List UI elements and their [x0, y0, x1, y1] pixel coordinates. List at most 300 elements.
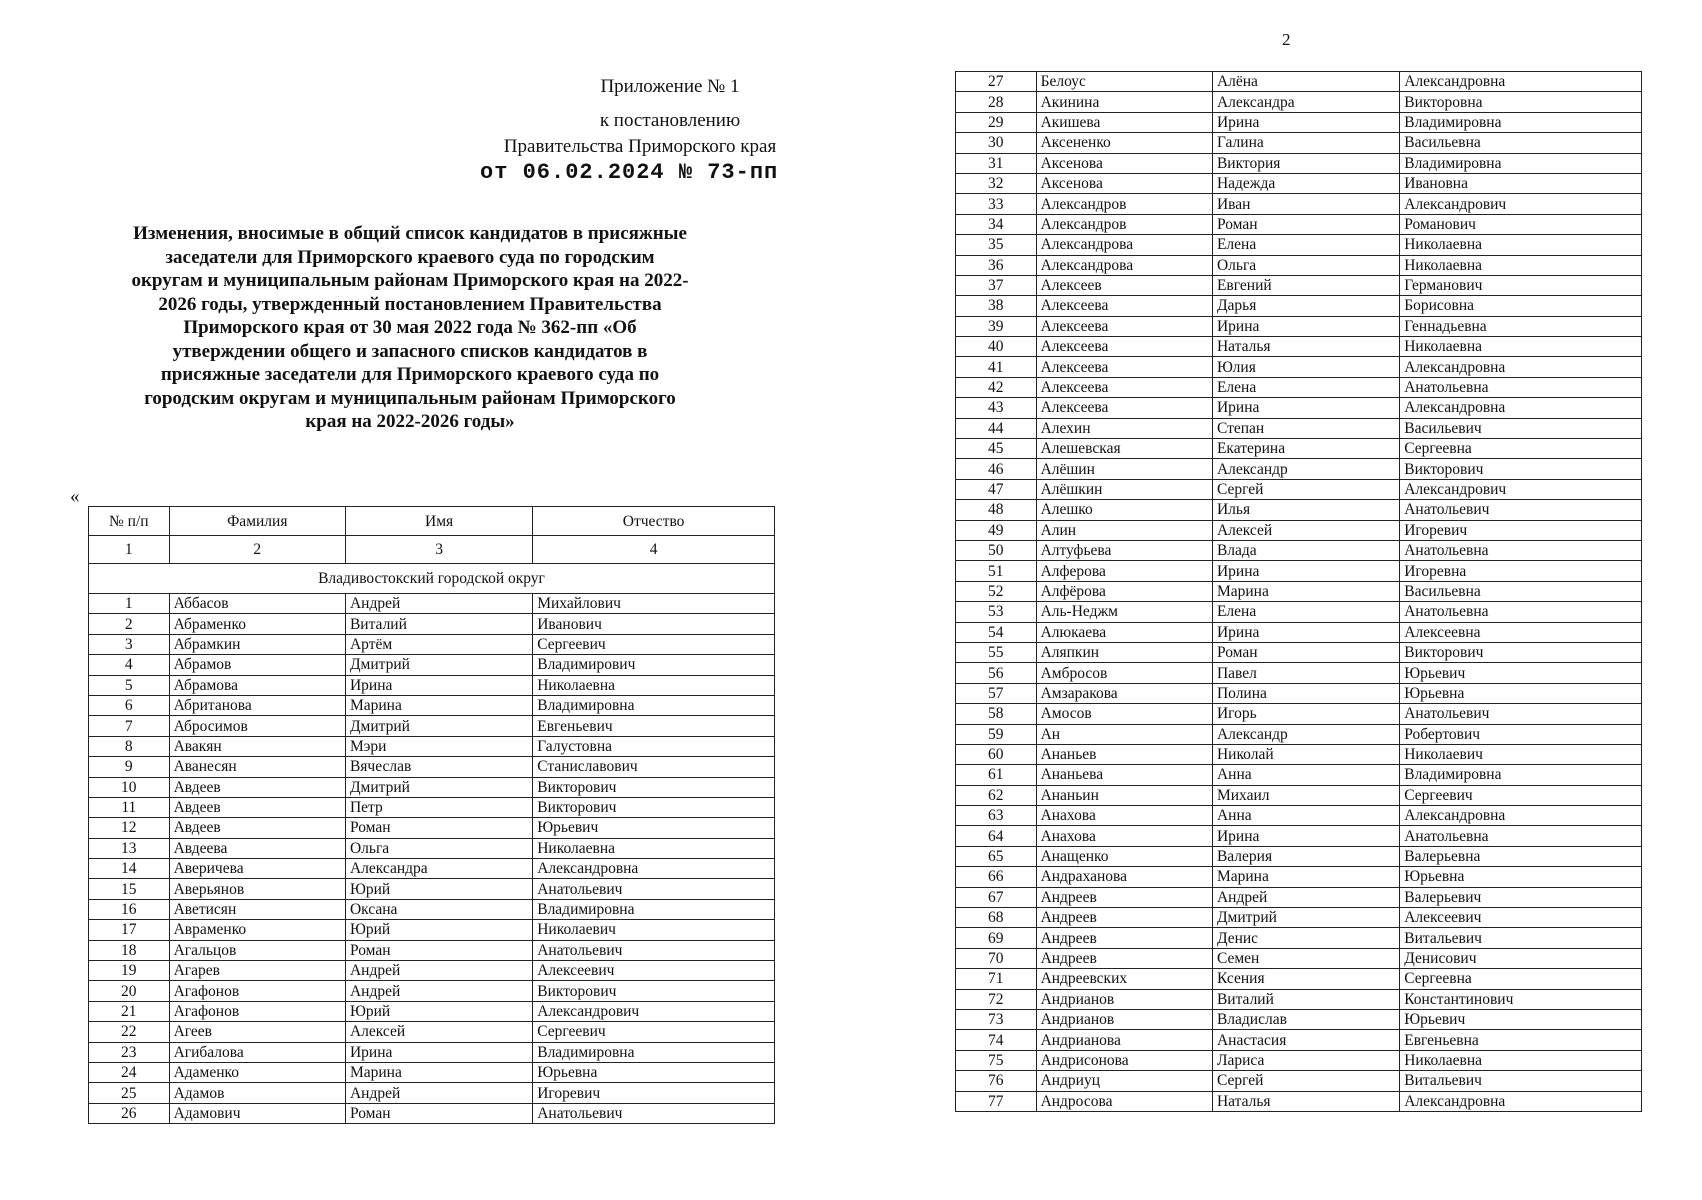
patronymic-cell: Борисовна	[1400, 296, 1642, 316]
table-row	[89, 1103, 775, 1123]
table-row	[956, 72, 1642, 92]
name-cell: Сергей	[1212, 1071, 1399, 1091]
table-row	[956, 602, 1642, 622]
row-number: 25	[89, 1083, 170, 1103]
table-row	[956, 1071, 1642, 1091]
name-cell: Андрей	[345, 594, 532, 614]
surname-cell: Белоус	[1036, 72, 1212, 92]
name-cell: Анна	[1212, 765, 1399, 785]
patronymic-cell: Сергеевна	[1400, 969, 1642, 989]
table-row	[956, 683, 1642, 703]
patronymic-cell: Анатольевна	[1400, 377, 1642, 397]
patronymic-cell: Николаевна	[533, 675, 775, 695]
appendix-to-resolution: к постановлению	[599, 110, 741, 131]
surname-cell: Алфёрова	[1036, 581, 1212, 601]
name-cell: Валерия	[1212, 846, 1399, 866]
opening-quote: «	[70, 486, 80, 507]
row-number: 18	[89, 940, 170, 960]
surname-cell: Абрамкин	[169, 634, 345, 654]
patronymic-cell: Робертович	[1400, 724, 1642, 744]
table-row	[956, 1091, 1642, 1111]
patronymic-cell: Станиславович	[533, 757, 775, 777]
candidates-table-left	[88, 506, 775, 1124]
patronymic-cell: Владимировна	[1400, 112, 1642, 132]
row-number: 58	[956, 704, 1037, 724]
name-cell: Марина	[345, 695, 532, 715]
table-row	[956, 296, 1642, 316]
name-cell: Лариса	[1212, 1050, 1399, 1070]
table-body-right	[956, 72, 1642, 1112]
surname-cell: Авдеев	[169, 797, 345, 817]
patronymic-cell: Александрович	[1400, 194, 1642, 214]
name-cell: Марина	[1212, 581, 1399, 601]
table-row	[89, 797, 775, 817]
patronymic-cell: Викторович	[533, 981, 775, 1001]
table-row	[89, 695, 775, 715]
row-number: 59	[956, 724, 1037, 744]
patronymic-cell: Викторович	[533, 777, 775, 797]
table-row	[956, 642, 1642, 662]
table-row	[956, 112, 1642, 132]
name-cell: Сергей	[1212, 479, 1399, 499]
table-row	[956, 744, 1642, 764]
table-row	[956, 255, 1642, 275]
name-cell: Ирина	[345, 675, 532, 695]
table-row	[89, 981, 775, 1001]
name-cell: Артём	[345, 634, 532, 654]
table-row	[89, 818, 775, 838]
patronymic-cell: Александровна	[1400, 806, 1642, 826]
name-cell: Анна	[1212, 806, 1399, 826]
name-cell: Андрей	[1212, 887, 1399, 907]
row-number: 51	[956, 561, 1037, 581]
name-cell: Павел	[1212, 663, 1399, 683]
row-number: 76	[956, 1071, 1037, 1091]
surname-cell: Ананьева	[1036, 765, 1212, 785]
patronymic-cell: Анатольевич	[533, 1103, 775, 1123]
patronymic-cell: Игоревич	[1400, 520, 1642, 540]
patronymic-cell: Юрьевич	[1400, 663, 1642, 683]
name-cell: Елена	[1212, 377, 1399, 397]
patronymic-cell: Владимировна	[1400, 765, 1642, 785]
patronymic-cell: Анатольевич	[533, 940, 775, 960]
name-cell: Петр	[345, 797, 532, 817]
row-number: 32	[956, 173, 1037, 193]
table-row	[89, 920, 775, 940]
name-cell: Ирина	[1212, 316, 1399, 336]
header-patronymic: Отчество	[533, 507, 775, 536]
surname-cell: Ананьев	[1036, 744, 1212, 764]
surname-cell: Алексеева	[1036, 316, 1212, 336]
table-row	[89, 838, 775, 858]
surname-cell: Анащенко	[1036, 846, 1212, 866]
patronymic-cell: Юрьевич	[1400, 1009, 1642, 1029]
header-number: № п/п	[89, 507, 170, 536]
table-row	[956, 500, 1642, 520]
patronymic-cell: Анатольевна	[1400, 826, 1642, 846]
row-number: 10	[89, 777, 170, 797]
table-row	[956, 867, 1642, 887]
name-cell: Марина	[1212, 867, 1399, 887]
patronymic-cell: Витальевич	[1400, 1071, 1642, 1091]
name-cell: Роман	[1212, 642, 1399, 662]
name-cell: Евгений	[1212, 275, 1399, 295]
surname-cell: Алёшкин	[1036, 479, 1212, 499]
row-number: 42	[956, 377, 1037, 397]
patronymic-cell: Николаевич	[533, 920, 775, 940]
row-number: 33	[956, 194, 1037, 214]
table-row	[956, 194, 1642, 214]
name-cell: Александр	[1212, 459, 1399, 479]
patronymic-cell: Алексеевна	[1400, 622, 1642, 642]
surname-cell: Аббасов	[169, 594, 345, 614]
table-row	[956, 520, 1642, 540]
name-cell: Полина	[1212, 683, 1399, 703]
patronymic-cell: Юрьевна	[533, 1062, 775, 1082]
header-name: Имя	[345, 507, 532, 536]
patronymic-cell: Васильевич	[1400, 418, 1642, 438]
row-number: 1	[89, 594, 170, 614]
row-number: 60	[956, 744, 1037, 764]
surname-cell: Агафонов	[169, 981, 345, 1001]
name-cell: Алексей	[345, 1022, 532, 1042]
surname-cell: Алексеева	[1036, 377, 1212, 397]
district-row	[89, 564, 775, 594]
surname-cell: Алексеева	[1036, 296, 1212, 316]
row-number: 64	[956, 826, 1037, 846]
surname-cell: Авраменко	[169, 920, 345, 940]
patronymic-cell: Анатольевна	[1400, 602, 1642, 622]
row-number: 63	[956, 806, 1037, 826]
table-row	[89, 777, 775, 797]
name-cell: Юрий	[345, 879, 532, 899]
row-number: 40	[956, 337, 1037, 357]
surname-cell: Алехин	[1036, 418, 1212, 438]
name-cell: Ольга	[345, 838, 532, 858]
name-cell: Андрей	[345, 981, 532, 1001]
table-row	[956, 540, 1642, 560]
patronymic-cell: Евгеньевич	[533, 716, 775, 736]
name-cell: Юрий	[345, 920, 532, 940]
name-cell: Александра	[1212, 92, 1399, 112]
surname-cell: Адаменко	[169, 1062, 345, 1082]
column-number: 1	[89, 536, 170, 564]
patronymic-cell: Александровна	[1400, 72, 1642, 92]
table-row	[89, 899, 775, 919]
name-cell: Роман	[345, 1103, 532, 1123]
row-number: 50	[956, 540, 1037, 560]
patronymic-cell: Игоревич	[533, 1083, 775, 1103]
name-cell: Анастасия	[1212, 1030, 1399, 1050]
row-number: 6	[89, 695, 170, 715]
name-cell: Виктория	[1212, 153, 1399, 173]
row-number: 16	[89, 899, 170, 919]
patronymic-cell: Александровна	[1400, 398, 1642, 418]
table-row	[89, 1083, 775, 1103]
header-surname: Фамилия	[169, 507, 345, 536]
name-cell: Михаил	[1212, 785, 1399, 805]
table-row	[89, 634, 775, 654]
surname-cell: Агеев	[169, 1022, 345, 1042]
row-number: 23	[89, 1042, 170, 1062]
row-number: 26	[89, 1103, 170, 1123]
document-heading: Изменения, вносимые в общий список кандидатов в присяжные заседатели для Приморского краевого суда по городским округам и муниципальным районам Приморского края на 2022-2026 годы, утвержденный постановлением Правительства Приморского края от 30 мая 2022 года № 362-пп «Об утверждении общего и запасного списков кандидатов в присяжные заседатели для Приморского краевого суда по городским округам и муниципальным районам Приморского края на 2022-2026 годы»	[131, 223, 689, 432]
surname-cell: Аль-Неджм	[1036, 602, 1212, 622]
name-cell: Надежда	[1212, 173, 1399, 193]
patronymic-cell: Владимировна	[533, 1042, 775, 1062]
name-cell: Дмитрий	[345, 777, 532, 797]
name-cell: Ирина	[1212, 561, 1399, 581]
surname-cell: Авакян	[169, 736, 345, 756]
surname-cell: Андреев	[1036, 887, 1212, 907]
name-cell: Роман	[345, 818, 532, 838]
surname-cell: Алешевская	[1036, 439, 1212, 459]
table-row	[956, 1030, 1642, 1050]
table-row	[956, 581, 1642, 601]
table-body-left	[89, 536, 775, 1124]
table-row	[956, 316, 1642, 336]
name-cell: Ирина	[1212, 622, 1399, 642]
row-number: 21	[89, 1001, 170, 1021]
table-row	[89, 1042, 775, 1062]
table-row	[956, 561, 1642, 581]
patronymic-cell: Сергеевич	[533, 634, 775, 654]
patronymic-cell: Германович	[1400, 275, 1642, 295]
patronymic-cell: Иванович	[533, 614, 775, 634]
row-number: 3	[89, 634, 170, 654]
patronymic-cell: Александровна	[533, 859, 775, 879]
surname-cell: Амзаракова	[1036, 683, 1212, 703]
patronymic-cell: Викторович	[533, 797, 775, 817]
patronymic-cell: Игоревна	[1400, 561, 1642, 581]
row-number: 2	[89, 614, 170, 634]
table-row	[956, 92, 1642, 112]
name-cell: Владислав	[1212, 1009, 1399, 1029]
row-number: 74	[956, 1030, 1037, 1050]
row-number: 44	[956, 418, 1037, 438]
surname-cell: Амосов	[1036, 704, 1212, 724]
table-row	[956, 133, 1642, 153]
table-row	[89, 614, 775, 634]
row-number: 45	[956, 439, 1037, 459]
table-row	[956, 724, 1642, 744]
patronymic-cell: Витальевич	[1400, 928, 1642, 948]
surname-cell: Аветисян	[169, 899, 345, 919]
patronymic-cell: Константинович	[1400, 989, 1642, 1009]
surname-cell: Алтуфьева	[1036, 540, 1212, 560]
surname-cell: Адамов	[169, 1083, 345, 1103]
name-cell: Ирина	[1212, 826, 1399, 846]
table-row	[956, 846, 1642, 866]
surname-cell: Андреевских	[1036, 969, 1212, 989]
appendix-title: Приложение № 1	[600, 76, 740, 97]
row-number: 28	[956, 92, 1037, 112]
table-row	[956, 887, 1642, 907]
patronymic-cell: Николаевич	[1400, 744, 1642, 764]
row-number: 34	[956, 214, 1037, 234]
surname-cell: Аксененко	[1036, 133, 1212, 153]
table-row	[89, 757, 775, 777]
patronymic-cell: Викторович	[1400, 459, 1642, 479]
row-number: 73	[956, 1009, 1037, 1029]
name-cell: Степан	[1212, 418, 1399, 438]
row-number: 15	[89, 879, 170, 899]
surname-cell: Аксенова	[1036, 173, 1212, 193]
surname-cell: Агафонов	[169, 1001, 345, 1021]
table-row	[89, 1001, 775, 1021]
page-number: 2	[1282, 30, 1291, 49]
row-number: 53	[956, 602, 1037, 622]
surname-cell: Акинина	[1036, 92, 1212, 112]
surname-cell: Агарев	[169, 961, 345, 981]
name-cell: Екатерина	[1212, 439, 1399, 459]
table-row	[956, 398, 1642, 418]
page-right	[851, 0, 1702, 1200]
patronymic-cell: Валерьевич	[1400, 887, 1642, 907]
row-number: 61	[956, 765, 1037, 785]
row-number: 22	[89, 1022, 170, 1042]
surname-cell: Андреев	[1036, 928, 1212, 948]
table-row	[956, 418, 1642, 438]
row-number: 7	[89, 716, 170, 736]
surname-cell: Алёшин	[1036, 459, 1212, 479]
patronymic-cell: Анатольевич	[1400, 704, 1642, 724]
patronymic-cell: Юрьевна	[1400, 867, 1642, 887]
table-row	[956, 214, 1642, 234]
name-cell: Андрей	[345, 1083, 532, 1103]
name-cell: Вячеслав	[345, 757, 532, 777]
table-row	[89, 879, 775, 899]
name-cell: Илья	[1212, 500, 1399, 520]
surname-cell: Александров	[1036, 194, 1212, 214]
name-cell: Наталья	[1212, 1091, 1399, 1111]
table-row	[956, 1009, 1642, 1029]
patronymic-cell: Викторовна	[1400, 92, 1642, 112]
row-number: 70	[956, 948, 1037, 968]
patronymic-cell: Романович	[1400, 214, 1642, 234]
table-row	[89, 594, 775, 614]
table-row	[956, 663, 1642, 683]
patronymic-cell: Николаевна	[1400, 235, 1642, 255]
name-cell: Елена	[1212, 235, 1399, 255]
surname-cell: Андрианов	[1036, 989, 1212, 1009]
name-cell: Ксения	[1212, 969, 1399, 989]
table-row	[956, 357, 1642, 377]
patronymic-cell: Алексеевич	[1400, 908, 1642, 928]
patronymic-cell: Геннадьевна	[1400, 316, 1642, 336]
patronymic-cell: Васильевна	[1400, 581, 1642, 601]
name-cell: Дмитрий	[345, 716, 532, 736]
name-cell: Галина	[1212, 133, 1399, 153]
patronymic-cell: Николаевна	[533, 838, 775, 858]
row-number: 17	[89, 920, 170, 940]
table-row	[89, 655, 775, 675]
row-number: 8	[89, 736, 170, 756]
patronymic-cell: Николаевна	[1400, 255, 1642, 275]
table-row	[956, 948, 1642, 968]
row-number: 19	[89, 961, 170, 981]
table-row	[956, 275, 1642, 295]
table-row	[89, 716, 775, 736]
patronymic-cell: Владимировна	[1400, 153, 1642, 173]
surname-cell: Андриуц	[1036, 1071, 1212, 1091]
row-number: 43	[956, 398, 1037, 418]
surname-cell: Андреев	[1036, 908, 1212, 928]
surname-cell: Адамович	[169, 1103, 345, 1123]
row-number: 20	[89, 981, 170, 1001]
name-cell: Роман	[1212, 214, 1399, 234]
row-number: 31	[956, 153, 1037, 173]
surname-cell: Алексеев	[1036, 275, 1212, 295]
name-cell: Александра	[345, 859, 532, 879]
candidates-table-right	[955, 71, 1642, 1112]
patronymic-cell: Анатольевич	[1400, 500, 1642, 520]
surname-cell: Агальцов	[169, 940, 345, 960]
table-row	[956, 1050, 1642, 1070]
surname-cell: Алексеева	[1036, 398, 1212, 418]
row-number: 69	[956, 928, 1037, 948]
surname-cell: Алин	[1036, 520, 1212, 540]
patronymic-cell: Александровна	[1400, 357, 1642, 377]
surname-cell: Аверьянов	[169, 879, 345, 899]
row-number: 37	[956, 275, 1037, 295]
surname-cell: Аванесян	[169, 757, 345, 777]
column-number-row	[89, 536, 775, 564]
table-row	[89, 961, 775, 981]
surname-cell: Ананьин	[1036, 785, 1212, 805]
row-number: 39	[956, 316, 1037, 336]
table-row	[956, 479, 1642, 499]
row-number: 77	[956, 1091, 1037, 1111]
name-cell: Ирина	[1212, 398, 1399, 418]
name-cell: Юлия	[1212, 357, 1399, 377]
name-cell: Елена	[1212, 602, 1399, 622]
row-number: 71	[956, 969, 1037, 989]
row-number: 13	[89, 838, 170, 858]
name-cell: Алёна	[1212, 72, 1399, 92]
row-number: 47	[956, 479, 1037, 499]
row-number: 5	[89, 675, 170, 695]
table-row	[956, 826, 1642, 846]
table-row	[956, 704, 1642, 724]
surname-cell: Андраханова	[1036, 867, 1212, 887]
row-number: 52	[956, 581, 1037, 601]
patronymic-cell: Александрович	[1400, 479, 1642, 499]
row-number: 54	[956, 622, 1037, 642]
table-row	[956, 622, 1642, 642]
row-number: 29	[956, 112, 1037, 132]
patronymic-cell: Александрович	[533, 1001, 775, 1021]
table-row	[89, 940, 775, 960]
row-number: 67	[956, 887, 1037, 907]
surname-cell: Абросимов	[169, 716, 345, 736]
row-number: 65	[956, 846, 1037, 866]
patronymic-cell: Викторович	[1400, 642, 1642, 662]
row-number: 35	[956, 235, 1037, 255]
surname-cell: Агибалова	[169, 1042, 345, 1062]
row-number: 57	[956, 683, 1037, 703]
name-cell: Николай	[1212, 744, 1399, 764]
surname-cell: Алюкаева	[1036, 622, 1212, 642]
table-row	[89, 1022, 775, 1042]
column-number: 4	[533, 536, 775, 564]
surname-cell: Ан	[1036, 724, 1212, 744]
name-cell: Денис	[1212, 928, 1399, 948]
surname-cell: Абританова	[169, 695, 345, 715]
surname-cell: Александрова	[1036, 255, 1212, 275]
row-number: 24	[89, 1062, 170, 1082]
patronymic-cell: Сергеевич	[533, 1022, 775, 1042]
